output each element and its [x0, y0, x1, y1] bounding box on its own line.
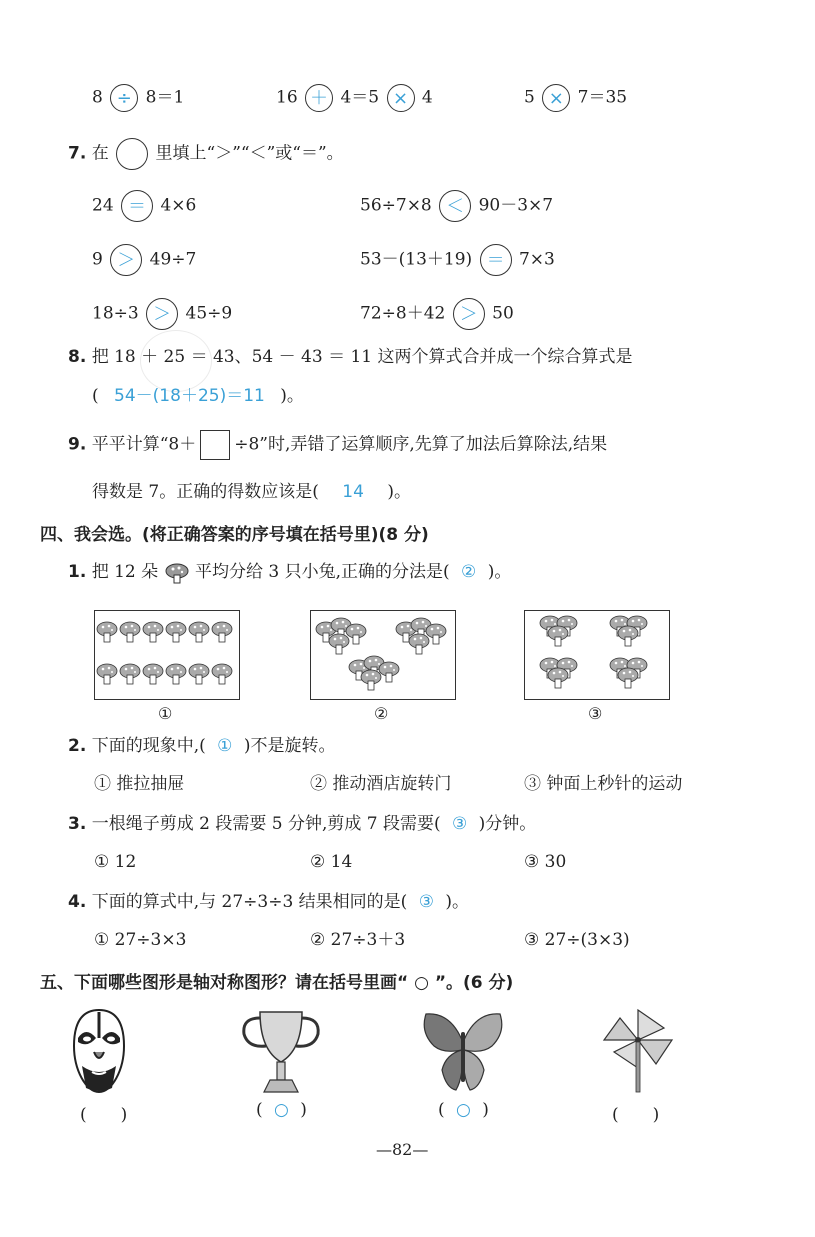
option-label-3: ③ [588, 704, 603, 723]
answer-paren-1[interactable]: ( ) [80, 1105, 128, 1125]
option-label-2: ② [374, 704, 389, 723]
q7-number: 7. [68, 143, 87, 164]
q6a-right: 8＝1 [145, 87, 185, 108]
q7-text-post: 里填上“＞”“＜”或“＝”。 [155, 143, 344, 164]
s4q1-text-pre: 把 12 朵 [91, 562, 159, 582]
q6-row-a [92, 84, 184, 112]
s4q1-close: )。 [487, 562, 512, 582]
q7-answer-circle[interactable]: ＞ [146, 298, 178, 330]
q7-item-4 [360, 244, 555, 276]
paren-open: ( [438, 1100, 445, 1120]
q6c-answer-circle[interactable]: × [542, 84, 570, 112]
empty-circle-icon [116, 138, 148, 170]
q9-text-pre: 平平计算“8＋ [91, 434, 197, 455]
q8-paren-close: )。 [280, 386, 304, 406]
circle-answer-3: ○ [456, 1100, 471, 1120]
opera-mask-icon [72, 1008, 126, 1094]
paren-close: ) [482, 1100, 489, 1120]
q6-row-b [276, 84, 433, 112]
trophy-icon [238, 1008, 324, 1094]
option-box-2[interactable] [310, 610, 456, 700]
s4q3-option-2[interactable]: ② 14 [310, 852, 353, 872]
q6b-right: 4 [421, 87, 433, 108]
q7-prompt [68, 138, 344, 170]
mushroom-group-1 [95, 611, 238, 698]
s4q3-option-1[interactable]: ① 12 [94, 852, 137, 872]
s4q1-answer[interactable]: ② [461, 562, 477, 582]
q9-answer[interactable]: 14 [342, 482, 364, 502]
q6-row-c [524, 84, 627, 112]
q7-item-6 [360, 298, 514, 330]
s4q2-answer[interactable]: ① [217, 736, 233, 756]
s4q3-text-pre: 一根绳子剪成 2 段需要 5 分钟,剪成 7 段需要( [91, 814, 441, 834]
mushroom-group-2 [311, 611, 454, 698]
paren-close: ) [300, 1100, 307, 1120]
s4q2-option-3[interactable]: ③ 钟面上秒针的运动 [524, 774, 683, 794]
answer-paren-2[interactable] [256, 1100, 307, 1120]
answer-paren-4[interactable]: ( ) [612, 1105, 660, 1125]
q7-item-left: 56÷7×8 [360, 195, 432, 216]
q9-line2-pre: 得数是 7。正确的得数应该是( [92, 482, 319, 502]
s4q2-text-post: )不是旋转。 [243, 736, 336, 756]
pinwheel-icon [600, 1006, 678, 1094]
s4q4-option-2[interactable]: ② 27÷3＋3 [310, 930, 406, 950]
s4q1-number: 1. [68, 562, 87, 582]
q7-text-pre: 在 [91, 143, 109, 164]
q9-line2-post: )。 [387, 482, 411, 502]
q7-item-left: 24 [92, 195, 114, 216]
q7-item-left: 72÷8＋42 [360, 303, 446, 324]
answer-paren-3[interactable] [438, 1100, 489, 1120]
q8-text: 把 18 ＋ 25 ＝ 43、54 － 43 ＝ 11 这两个算式合并成一个综合算式是 [91, 347, 633, 367]
q9-number: 9. [68, 434, 87, 455]
section5-title: 五、下面哪些图形是轴对称图形？请在括号里画“ ○ ”。(6 分) [40, 973, 514, 993]
page-number: —82— [376, 1140, 429, 1159]
s4-q3 [68, 812, 536, 836]
s4-q1 [68, 560, 511, 584]
s4q4-option-1[interactable]: ① 27÷3×3 [94, 930, 187, 950]
q7-answer-circle[interactable]: ＝ [480, 244, 512, 276]
q8-number: 8. [68, 347, 87, 367]
paren-open: ( [256, 1100, 263, 1120]
q8-answer[interactable]: 54－(18＋25)＝11 [114, 386, 265, 406]
s4q2-number: 2. [68, 736, 87, 756]
s4q2-text-pre: 下面的现象中,( [91, 736, 206, 756]
q7-answer-circle[interactable]: ＝ [121, 190, 153, 222]
blank-square[interactable] [200, 430, 230, 460]
q7-item-right: 4×6 [160, 195, 197, 216]
q7-item-2 [360, 190, 553, 222]
s4q4-answer[interactable]: ③ [418, 892, 434, 912]
s4q3-option-3[interactable]: ③ 30 [524, 852, 567, 872]
q7-answer-circle[interactable]: ＞ [110, 244, 142, 276]
option-label-1: ① [158, 704, 173, 723]
q7-item-right: 45÷9 [185, 303, 233, 324]
q7-item-right: 90－3×7 [478, 195, 554, 216]
s4q3-number: 3. [68, 814, 87, 834]
q6c-right: 7＝35 [577, 87, 628, 108]
mushroom-icon [164, 562, 190, 584]
butterfly-icon [420, 1010, 506, 1094]
q7-answer-circle[interactable]: ＜ [439, 190, 471, 222]
s4q3-answer[interactable]: ③ [452, 814, 468, 834]
q9-text-post: ÷8”时,弄错了运算顺序,先算了加法后算除法,结果 [234, 434, 608, 455]
q7-item-5 [92, 298, 232, 330]
q7-answer-circle[interactable]: ＞ [453, 298, 485, 330]
q7-item-left: 18÷3 [92, 303, 139, 324]
q8-answer-line [92, 384, 304, 408]
s4q1-text-post: 平均分给 3 只小兔,正确的分法是( [194, 562, 450, 582]
q7-item-right: 50 [492, 303, 514, 324]
q6b-mid: 4＝5 [340, 87, 380, 108]
option-box-1[interactable] [94, 610, 240, 700]
s4-q2 [68, 734, 335, 758]
s4q4-option-3[interactable]: ③ 27÷(3×3) [524, 930, 630, 950]
q6a-answer-circle[interactable]: ÷ [110, 84, 138, 112]
q8-paren-open: ( [92, 386, 99, 406]
s4q4-text-pre: 下面的算式中,与 27÷3÷3 结果相同的是( [91, 892, 408, 912]
q9-line2 [92, 480, 411, 504]
s4q2-option-1[interactable]: ① 推拉抽屉 [94, 774, 185, 794]
q7-item-1 [92, 190, 196, 222]
mushroom-group-3 [525, 611, 668, 698]
q7-item-left: 9 [92, 249, 103, 270]
q7-item-right: 49÷7 [149, 249, 197, 270]
q6a-left: 8 [92, 87, 103, 108]
q6b-left: 16 [276, 87, 298, 108]
q6c-left: 5 [524, 87, 535, 108]
q7-item-left: 53－(13＋19) [360, 249, 473, 270]
s4q3-text-post: )分钟。 [478, 814, 537, 834]
q6b-answer-circle-2[interactable]: × [387, 84, 415, 112]
option-box-3[interactable] [524, 610, 670, 700]
q9-prompt [68, 430, 607, 460]
s4-q4 [68, 890, 469, 914]
circle-answer-2: ○ [274, 1100, 289, 1120]
section4-title: 四、我会选。(将正确答案的序号填在括号里)(8 分) [40, 525, 429, 545]
q7-item-3 [92, 244, 196, 276]
s4q4-text-post: )。 [445, 892, 470, 912]
q8-prompt [68, 345, 633, 369]
s4q2-option-2[interactable]: ② 推动酒店旋转门 [310, 774, 452, 794]
s4q4-number: 4. [68, 892, 87, 912]
q7-item-right: 7×3 [518, 249, 555, 270]
q6b-answer-circle[interactable]: ＋ [305, 84, 333, 112]
